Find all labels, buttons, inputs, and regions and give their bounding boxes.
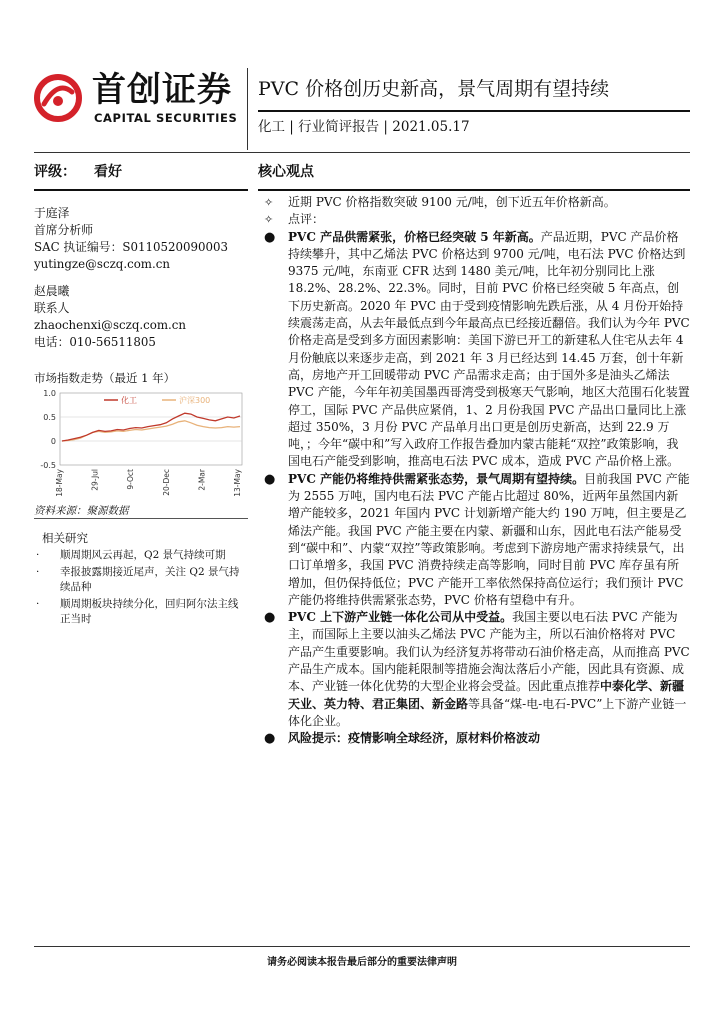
report-meta: 化工 | 行业简评报告 | 2021.05.17 bbox=[258, 119, 470, 135]
risk-text: 疫情影响全球经济，原材料价格波动 bbox=[348, 731, 541, 746]
related-item[interactable]: · 顺周期风云再起，Q2 景气持续可期 bbox=[34, 548, 248, 563]
risk-paragraph bbox=[258, 730, 690, 747]
core-view-body bbox=[258, 194, 690, 748]
summary-paragraph: ✧ 近期 PVC 价格指数突破 9100 元/吨，创下近五年价格新高。 bbox=[258, 194, 690, 211]
recommended-companies: 中泰化学、新疆天业、英力特、君正集团、新金路 bbox=[288, 679, 685, 711]
series-line-chemical bbox=[62, 413, 240, 441]
diamond-bullet-icon: ✧ bbox=[264, 213, 274, 227]
rating bbox=[34, 161, 140, 183]
x-tick-label: 13-May bbox=[233, 469, 242, 497]
legal-disclaimer: 请务必阅读本报告最后部分的重要法律声明 bbox=[267, 957, 457, 968]
chart-source: 资料来源：聚源数据 bbox=[34, 505, 129, 517]
round-bullet-icon: ● bbox=[264, 471, 276, 487]
report-title: PVC 价格创历史新高，景气周期有望持续 bbox=[258, 78, 610, 100]
left-rule bbox=[34, 189, 248, 191]
analyst-block bbox=[34, 205, 228, 273]
contact-name: 赵晨曦 bbox=[34, 284, 70, 298]
round-bullet-icon: ● bbox=[264, 229, 276, 245]
paragraph-heading: PVC 产品供需紧张，价格已经突破 5 年新高。 bbox=[288, 229, 541, 244]
related-research-list bbox=[34, 548, 248, 629]
analyst-name: 于庭泽 bbox=[34, 206, 70, 220]
supply-demand-paragraph: ● PVC 产品供需紧张，价格已经突破 5 年新高。产品近期，PVC 产品价格持续攀升，其中乙烯法 PVC 价格达到 9700 元/吨，电石法 PVC 价格达到 9375 元/吨，东南亚 CFR 达到 1480 美元/吨，比年初分别同比上涨 18.2%、28.2%、22.3%。同时，目前 PVC 价格已经突破 5 年高点，创下历史新高。2020 年 PVC 由于受到疫情影响先跌后涨，从 4 月份开始持续震荡走高，从去年最低点到今年最高点已经接近翻倍。我们认为今年 PVC 价格走高是受到多方面因素影响：美国下游已开工的新建私人住宅从去年 4 月份触底以来逐步走高，到 2021 年 3 月已经达到 14.45 万套，创十年新高，房地产开工回暖带动 PVC 产品需求走高；由于国外多是油头乙烯法 PVC 产能，今年年初美国墨西哥湾受到极寒天气影响，地区大范围石化装置停工，国际 PVC 产品供应紧俏，1、2 月份我国 PVC 产品出口量同比上涨超过 350%，3 月份 PVC 产品单月出口更是创历史新高，达到 22.9 万吨，；今年“碳中和”写入政府工作报告叠加内蒙古能耗“双控”政策影响，我国电石产能受到影响，推高电石法 PVC 成本，造成 PVC 产品价格上涨。 bbox=[264, 229, 690, 469]
related-item[interactable]: · 幸报披露期接近尾声，关注 Q2 景气持续品种 bbox=[34, 565, 248, 595]
contact-block bbox=[34, 283, 186, 351]
rating-label: 评级： bbox=[34, 164, 76, 180]
footer-rule bbox=[34, 946, 690, 947]
core-view-title: 核心观点 bbox=[258, 164, 314, 180]
x-tick-label: 29-Jul bbox=[90, 469, 100, 491]
y-tick-label: 1.0 bbox=[43, 389, 56, 398]
paragraph-heading: PVC 产能仍将维持供需紧张态势，景气周期有望持续。 bbox=[288, 471, 585, 486]
x-tick-label: 2-Mar bbox=[197, 469, 207, 491]
comment-label-paragraph: ✧ 点评： bbox=[258, 211, 690, 228]
y-tick-label: -0.5 bbox=[40, 461, 56, 470]
header-rule bbox=[34, 152, 690, 153]
contact-email[interactable]: zhaochenxi@sczq.com.cn bbox=[34, 318, 186, 332]
source-rule bbox=[34, 518, 248, 519]
company-logo-icon bbox=[34, 74, 82, 122]
logo-chinese-name: 首创证券 bbox=[92, 70, 232, 110]
x-tick-label: 18-May bbox=[55, 469, 64, 497]
header-divider bbox=[247, 68, 248, 150]
legend-label: 沪深300 bbox=[179, 396, 211, 405]
round-bullet-icon: ● bbox=[264, 610, 276, 626]
logo-english-name: CAPITAL SECURITIES bbox=[94, 111, 238, 125]
legend-label: 化工 bbox=[121, 396, 137, 405]
related-research-title: 相关研究 bbox=[42, 531, 88, 545]
analyst-sac: SAC 执证编号：S0110520090003 bbox=[34, 240, 229, 254]
capacity-paragraph: ● PVC 产能仍将维持供需紧张态势，景气周期有望持续。目前我国 PVC 产能为 2555 万吨，国内电石法 PVC 产能占比超过 80%，近两年虽然国内新增产能较多，2021 年国内 PVC 计划新增产能大约 190 万吨，但主要是乙烯法产能。我国 PVC 产能主要在内蒙、新疆和山东，因此电石法产能易受到“碳中和”、内蒙“双控”等政策影响。考虑到下游房地产需求持续景气，出口订单增多，我国 PVC 消费持续走高等影响，同时目前 PVC 库存虽有所增加，但仍保持低位；PVC 产能开工率依然保持高位运行；我们预计 PVC 产能仍将维持供需紧张态势，PVC 价格有望稳中有升。 bbox=[264, 471, 690, 607]
round-bullet-icon: ● bbox=[264, 731, 276, 747]
x-tick-label: 9-Oct bbox=[126, 469, 136, 490]
market-index-chart bbox=[34, 385, 246, 497]
chart-title: 市场指数走势（最近 1 年） bbox=[34, 371, 176, 385]
industry-chain-paragraph: ● PVC 上下游产业链一体化公司从中受益。我国主要以电石法 PVC 产能为主，而国际上主要以油头乙烯法 PVC 产能为主，所以石油价格将对 PVC 产品产生重要影响。我们认为经济复苏将带动石油价格走高，从而推高 PVC 产品生产成本。国内能耗限制等措施会淘汰落后小产能，因此具有资源、成本、产业链一体化优势的大型企业将会受益。因此重点推荐中泰化学、新疆天业、英力特、君正集团、新金路等具备“煤-电-电石-PVC”上下游产业链一体化企业。 bbox=[264, 610, 690, 728]
series-line-csi300 bbox=[62, 421, 240, 441]
diamond-bullet-icon: ✧ bbox=[264, 196, 274, 209]
analyst-title: 首席分析师 bbox=[34, 223, 93, 237]
related-item[interactable]: · 顺周期板块持续分化，回归阿尔法主线正当时 bbox=[34, 597, 248, 627]
contact-phone: 电话：010-56511805 bbox=[34, 335, 156, 349]
y-tick-label: 0 bbox=[50, 437, 56, 446]
rating-value: 看好 bbox=[94, 164, 122, 180]
y-tick-label: 0.5 bbox=[43, 413, 56, 422]
contact-role: 联系人 bbox=[34, 301, 70, 315]
x-tick-label: 20-Dec bbox=[161, 469, 171, 496]
risk-label: 风险提示： bbox=[288, 731, 349, 746]
paragraph-heading: PVC 上下游产业链一体化公司从中受益。 bbox=[288, 610, 513, 625]
analyst-email[interactable]: yutingze@sczq.com.cn bbox=[34, 257, 170, 271]
right-rule bbox=[258, 189, 690, 191]
title-rule bbox=[258, 110, 690, 112]
